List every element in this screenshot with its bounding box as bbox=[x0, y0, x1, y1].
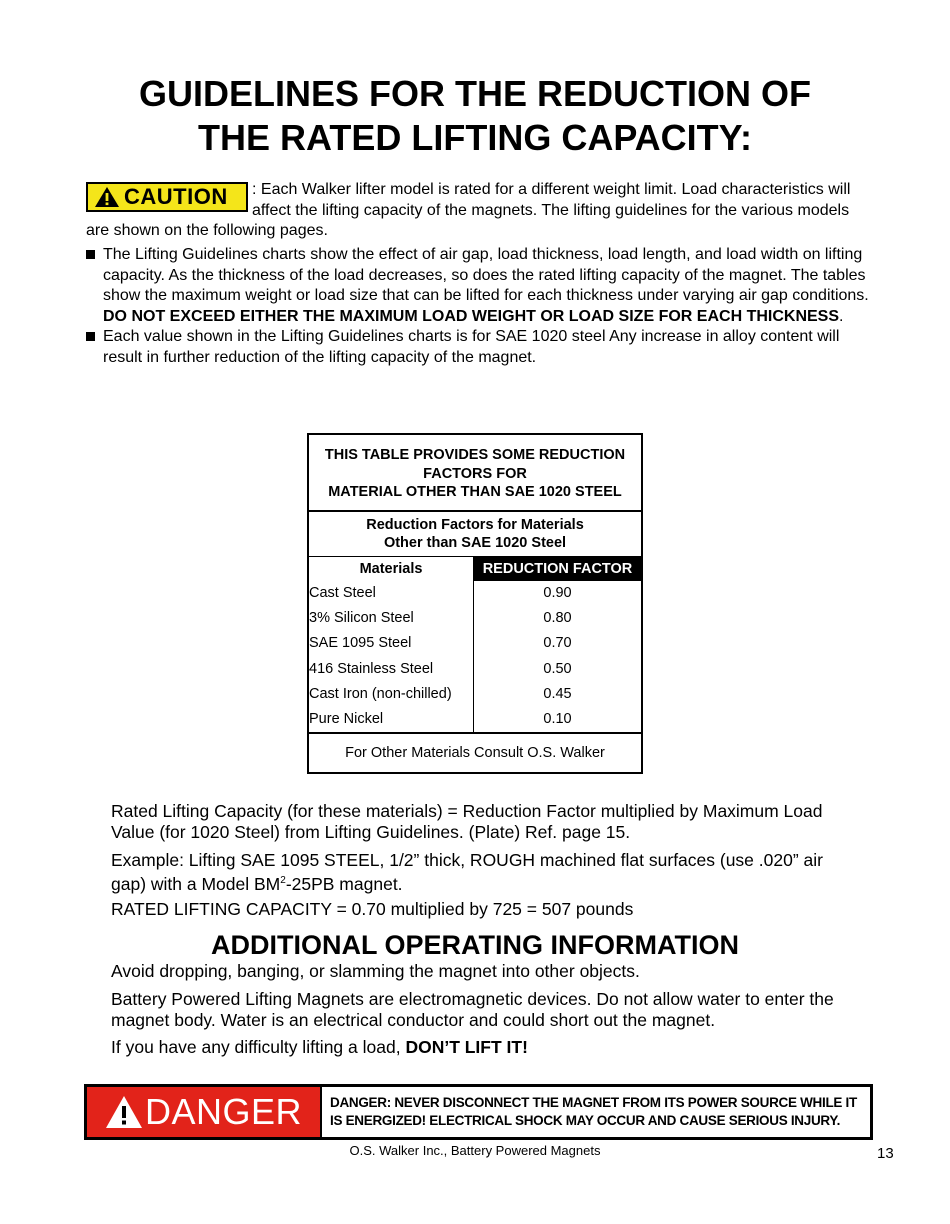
factor-cell: 0.50 bbox=[543, 660, 572, 677]
info-paragraph-2: Battery Powered Lifting Magnets are electromagnetic devices. Do not allow water to enter the magnet body. Water is an electrical conductor and could short out the magnet. bbox=[111, 989, 834, 1030]
list-item bbox=[86, 327, 876, 368]
column-header-materials: Materials bbox=[309, 557, 474, 581]
caution-badge bbox=[86, 182, 248, 212]
title-line-2: THE RATED LIFTING CAPACITY: bbox=[198, 117, 752, 158]
bullet-text: The Lifting Guidelines charts show the effect of air gap, load thickness, load length, and load width on lifting capacity. As the thickness of the load decreases, so does the rated lifting capacity of the magnet. The tables show the maximum weight or load size that can be lifted for each thickness under varying air gap conditions. bbox=[103, 246, 869, 304]
material-cell: Pure Nickel bbox=[309, 706, 474, 731]
table-footer: For Other Materials Consult O.S. Walker bbox=[309, 732, 641, 772]
table-subheader-line: Reduction Factors for Materials bbox=[366, 516, 584, 533]
factor-cell: 0.90 bbox=[543, 585, 572, 602]
section-title: ADDITIONAL OPERATING INFORMATION bbox=[211, 930, 739, 960]
factor-cell: 0.80 bbox=[543, 610, 572, 627]
table-row bbox=[309, 681, 641, 706]
warning-triangle-icon bbox=[94, 186, 120, 208]
column-header-reduction-factor: REDUCTION FACTOR bbox=[474, 557, 642, 581]
table-row bbox=[309, 631, 641, 656]
bullet-bold-text: DO NOT EXCEED EITHER THE MAXIMUM LOAD WEIGHT OR LOAD SIZE FOR EACH THICKNESS bbox=[103, 307, 840, 325]
material-cell: 3% Silicon Steel bbox=[309, 606, 474, 631]
table-body bbox=[309, 557, 641, 732]
bullet-text: Each value shown in the Lifting Guidelines charts is for SAE 1020 steel Any increase in alloy content will result in further reduction of the lifting capacity of the magnet. bbox=[103, 328, 840, 366]
material-cell: Cast Iron (non-chilled) bbox=[309, 681, 474, 706]
table-header-line: MATERIAL OTHER THAN SAE 1020 STEEL bbox=[328, 484, 622, 500]
table-subheader-line: Other than SAE 1020 Steel bbox=[383, 534, 567, 551]
info-paragraph-3 bbox=[111, 1037, 851, 1058]
danger-badge bbox=[87, 1087, 322, 1137]
page-footer: O.S. Walker Inc., Battery Powered Magnets bbox=[349, 1143, 601, 1158]
info-paragraph-1: Avoid dropping, banging, or slamming the magnet into other objects. bbox=[111, 961, 640, 981]
table-header-main bbox=[309, 435, 641, 512]
example-text: Example: Lifting SAE 1095 STEEL, 1/2” thick, ROUGH machined flat surfaces (use .020” air gap) with a Model BM bbox=[111, 850, 823, 894]
danger-text: DANGER: NEVER DISCONNECT THE MAGNET FROM ITS POWER SOURCE WHILE IT IS ENERGIZED! ELECTRICAL SHOCK MAY OCCUR AND CAUSE SERIOUS INJURY. bbox=[330, 1095, 857, 1128]
table-row bbox=[309, 656, 641, 681]
factor-cell: 0.45 bbox=[543, 685, 572, 702]
result-paragraph: RATED LIFTING CAPACITY = 0.70 multiplied by 725 = 507 pounds bbox=[111, 899, 634, 919]
bullet-square-icon bbox=[86, 332, 95, 341]
caution-label: CAUTION bbox=[124, 183, 228, 209]
table-row bbox=[309, 581, 641, 606]
danger-label: DANGER bbox=[144, 1091, 303, 1132]
bullet-list bbox=[86, 245, 876, 368]
table-header-line: THIS TABLE PROVIDES SOME REDUCTION bbox=[324, 447, 626, 463]
caution-paragraph bbox=[86, 180, 876, 242]
page-number: 13 bbox=[877, 1145, 894, 1162]
formula-paragraph: Rated Lifting Capacity (for these materials) = Reduction Factor multiplied by Maximum Load Value (for 1020 Steel) from Lifting Guidelines. (Plate) Ref. page 15. bbox=[111, 801, 823, 842]
table-header-sub bbox=[309, 512, 641, 557]
material-cell: 416 Stainless Steel bbox=[309, 656, 474, 681]
list-item bbox=[86, 245, 876, 327]
caution-text: : Each Walker lifter model is rated for a different weight limit. Load characteristics will affect the lifting capacity of the magnets. The lifting guidelines for the various models are shown on the following pages. bbox=[86, 181, 851, 239]
example-text-end: -25PB magnet. bbox=[285, 873, 403, 894]
table-row bbox=[309, 606, 641, 631]
example-paragraph bbox=[111, 850, 851, 894]
factor-cell: 0.70 bbox=[543, 635, 572, 652]
danger-warning-box bbox=[84, 1084, 873, 1140]
table-row bbox=[309, 706, 641, 731]
table-column-headers bbox=[309, 557, 641, 581]
info-text: If you have any difficulty lifting a load, bbox=[111, 1037, 406, 1057]
info-bold-text: DON’T LIFT IT! bbox=[405, 1037, 528, 1057]
example-superscript: 2 bbox=[280, 874, 286, 886]
material-cell: SAE 1095 Steel bbox=[309, 631, 474, 656]
title-line-1: GUIDELINES FOR THE REDUCTION OF bbox=[138, 73, 811, 114]
page-title bbox=[0, 72, 950, 160]
factor-cell: 0.10 bbox=[543, 711, 572, 728]
warning-triangle-icon bbox=[105, 1095, 143, 1129]
material-cell: Cast Steel bbox=[309, 581, 474, 606]
bullet-square-icon bbox=[86, 250, 95, 259]
table-header-line: FACTORS FOR bbox=[423, 465, 527, 482]
bullet-end: . bbox=[839, 307, 844, 325]
reduction-factor-table bbox=[307, 433, 643, 774]
